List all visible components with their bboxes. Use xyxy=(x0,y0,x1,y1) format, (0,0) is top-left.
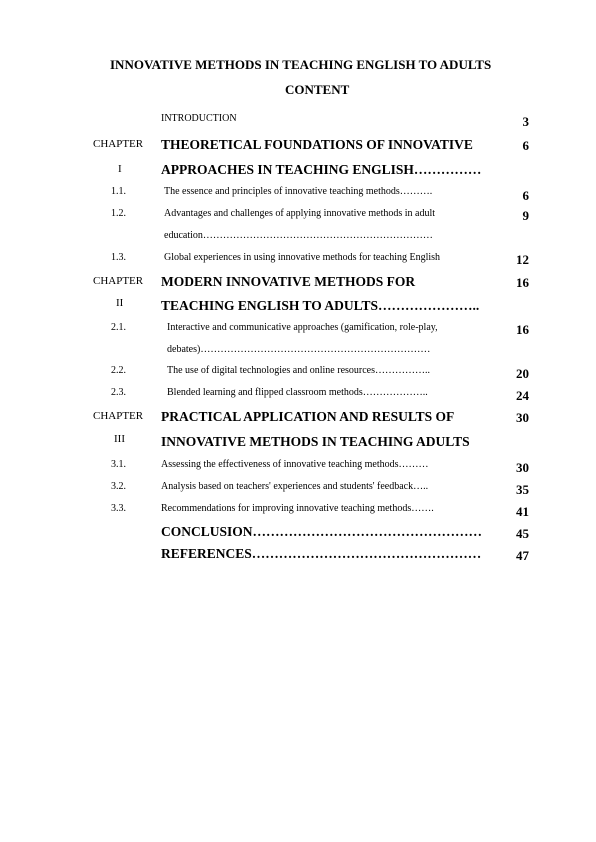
section-title: The essence and principles of innovative teaching methods………. xyxy=(164,186,433,197)
section-title: Blended learning and flipped classroom methods……………….. xyxy=(167,387,428,398)
chapter-1-label: CHAPTER xyxy=(93,138,144,150)
toc-conclusion-label: CONCLUSION…………………………………………… xyxy=(161,524,483,539)
chapter-1-numeral: I xyxy=(118,163,122,175)
section-page: 41 xyxy=(516,504,529,519)
chapter-2-numeral: II xyxy=(116,297,124,309)
chapter-3-label: CHAPTER xyxy=(93,410,144,422)
section-title: Interactive and communicative approaches (gamification, role-play, xyxy=(167,322,438,333)
toc-introduction-label: INTRODUCTION xyxy=(161,113,237,124)
section-number: 1.2. xyxy=(111,208,126,219)
chapter-1-title-line2: APPROACHES IN TEACHING ENGLISH…………… xyxy=(161,162,482,177)
chapter-3-title-line1: PRACTICAL APPLICATION AND RESULTS OF xyxy=(161,409,455,424)
document-title: INNOVATIVE METHODS IN TEACHING ENGLISH TO ADULTS xyxy=(110,57,492,72)
section-number: 3.1. xyxy=(111,459,126,470)
section-number: 2.2. xyxy=(111,365,126,376)
chapter-2-title-line2: TEACHING ENGLISH TO ADULTS………………….. xyxy=(161,298,480,313)
chapter-2-label: CHAPTER xyxy=(93,275,144,287)
chapter-1-title-line1: THEORETICAL FOUNDATIONS OF INNOVATIVE xyxy=(161,137,473,152)
section-page: 12 xyxy=(516,252,529,267)
chapter-3-title-line2: INNOVATIVE METHODS IN TEACHING ADULTS xyxy=(161,434,470,449)
section-title-continued: education…………………………………………………………… xyxy=(164,230,433,241)
section-title: Advantages and challenges of applying innovative methods in adult xyxy=(164,208,436,219)
section-number: 1.1. xyxy=(111,186,126,197)
chapter-1-page: 6 xyxy=(522,138,529,153)
chapter-3-numeral: III xyxy=(114,433,125,445)
toc-introduction-page: 3 xyxy=(522,114,529,129)
toc-references-label: REFERENCES…………………………………………… xyxy=(161,546,482,561)
section-page: 24 xyxy=(516,388,529,403)
chapter-2-title-line1: MODERN INNOVATIVE METHODS FOR xyxy=(161,274,416,289)
section-title: Global experiences in using innovative methods for teaching English xyxy=(164,252,441,263)
section-number: 2.1. xyxy=(111,322,126,333)
section-title-continued: debates)…………………………………………………………… xyxy=(167,344,431,355)
section-page: 30 xyxy=(516,460,529,475)
section-title: The use of digital technologies and online resources…………….. xyxy=(167,365,430,376)
section-title: Analysis based on teachers' experiences and students' feedback….. xyxy=(161,481,429,492)
chapter-3-page: 30 xyxy=(516,410,529,425)
section-page: 20 xyxy=(516,366,529,381)
section-title: Recommendations for improving innovative teaching methods……. xyxy=(161,503,434,514)
chapter-2-page: 16 xyxy=(516,275,529,290)
toc-references-page: 47 xyxy=(516,548,529,563)
section-page: 6 xyxy=(522,188,529,203)
section-number: 1.3. xyxy=(111,252,126,263)
toc-conclusion-page: 45 xyxy=(516,526,529,541)
section-page: 16 xyxy=(516,322,529,337)
section-page: 35 xyxy=(516,482,529,497)
content-heading: CONTENT xyxy=(285,82,350,97)
section-page: 9 xyxy=(522,208,529,223)
section-number: 3.3. xyxy=(111,503,126,514)
section-title: Assessing the effectiveness of innovative teaching methods……… xyxy=(161,459,429,470)
section-number: 2.3. xyxy=(111,387,126,398)
section-number: 3.2. xyxy=(111,481,126,492)
